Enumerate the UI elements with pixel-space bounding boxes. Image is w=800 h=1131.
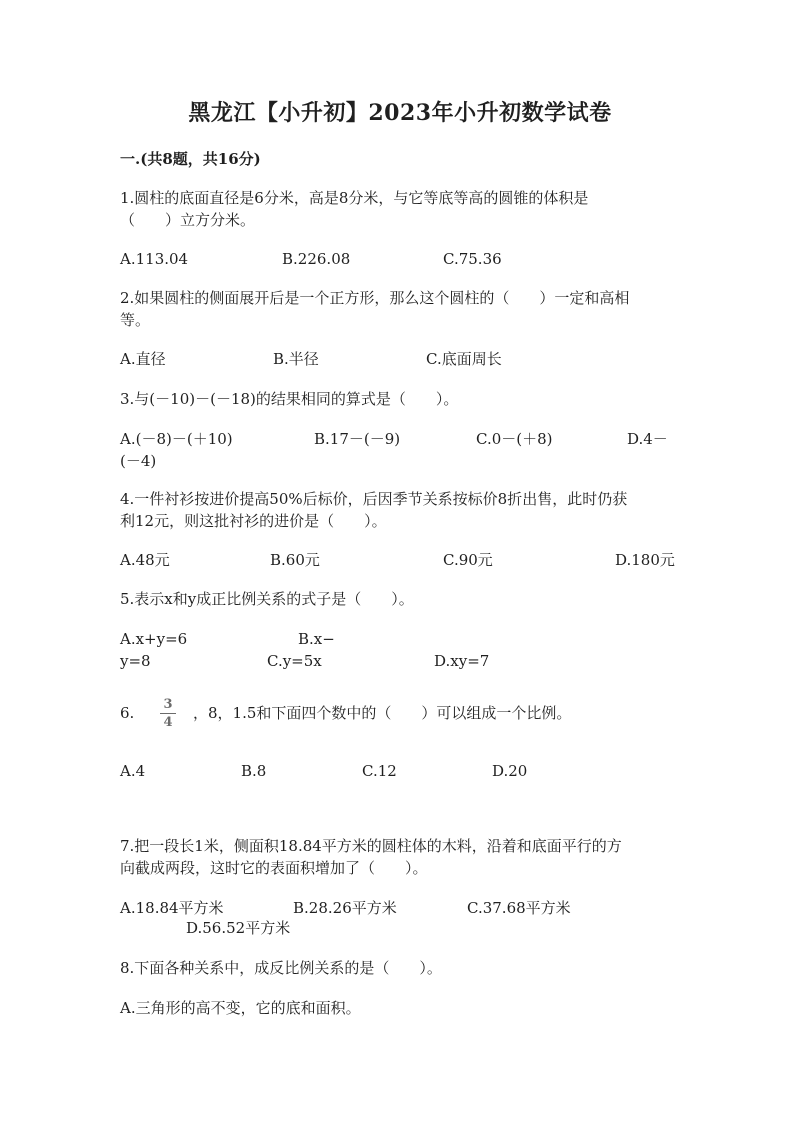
question-5-option-c: C.y=5x bbox=[267, 652, 322, 670]
question-6-option-c: C.12 bbox=[362, 762, 397, 780]
question-7-option-d: D.56.52平方米 bbox=[186, 919, 291, 937]
question-3-option-b: B.17－(－9) bbox=[314, 430, 401, 448]
fraction-bar bbox=[160, 713, 176, 714]
question-7-line-2: 向截成两段，这时它的表面积增加了（ ）。 bbox=[120, 859, 428, 877]
section-heading: 一.(共8题，共16分) bbox=[120, 150, 261, 168]
question-3-option-d: D.4－ bbox=[627, 430, 668, 448]
question-4-line-2: 利12元，则这批衬衫的进价是（ ）。 bbox=[120, 512, 387, 530]
question-1-option-a: A.113.04 bbox=[120, 250, 189, 268]
question-7-option-a: A.18.84平方米 bbox=[120, 899, 224, 917]
question-1-option-b: B.226.08 bbox=[282, 250, 351, 268]
question-8-line-1: 8.下面各种关系中，成反比例关系的是（ ）。 bbox=[120, 959, 442, 977]
question-6-option-d: D.20 bbox=[492, 762, 528, 780]
question-2-option-c: C.底面周长 bbox=[426, 350, 502, 368]
question-6-option-a: A.4 bbox=[120, 762, 146, 780]
question-7-line-1: 7.把一段长1米，侧面积18.84平方米的圆柱体的木料，沿着和底面平行的方 bbox=[120, 837, 622, 855]
question-5-option-b: B.x− bbox=[298, 630, 335, 648]
question-3-option-a: A.(－8)－(＋10) bbox=[120, 430, 233, 448]
question-6-number: 6. bbox=[120, 704, 135, 722]
question-6-option-b: B.8 bbox=[241, 762, 267, 780]
question-1-line-1: 1.圆柱的底面直径是6分米，高是8分米，与它等底等高的圆锥的体积是 bbox=[120, 189, 589, 207]
question-2-line-1: 2.如果圆柱的侧面展开后是一个正方形，那么这个圆柱的（ ）一定和高相 bbox=[120, 289, 630, 307]
question-4-line-1: 4.一件衬衫按进价提高50%后标价，后因季节关系按标价8折出售，此时仍获 bbox=[120, 490, 628, 508]
question-5-option-b-continued: y=8 bbox=[120, 652, 151, 670]
question-4-option-b: B.60元 bbox=[270, 551, 320, 569]
question-2-option-b: B.半径 bbox=[273, 350, 319, 368]
question-5-option-d: D.xy=7 bbox=[434, 652, 490, 670]
fraction-numerator: 3 bbox=[163, 697, 173, 712]
question-5-line-1: 5.表示x和y成正比例关系的式子是（ ）。 bbox=[120, 590, 414, 608]
question-1-line-2: （ ）立方分米。 bbox=[120, 211, 256, 229]
question-7-option-b: B.28.26平方米 bbox=[293, 899, 397, 917]
page-title: 黑龙江【小升初】2023年小升初数学试卷 bbox=[188, 100, 612, 126]
question-4-option-c: C.90元 bbox=[443, 551, 493, 569]
question-2-option-a: A.直径 bbox=[120, 350, 166, 368]
question-4-option-d: D.180元 bbox=[615, 551, 675, 569]
question-3-line-1: 3.与(－10)－(－18)的结果相同的算式是（ ）。 bbox=[120, 390, 459, 408]
fraction-three-quarters bbox=[160, 697, 176, 730]
question-7-option-c: C.37.68平方米 bbox=[467, 899, 571, 917]
question-8-option-a: A.三角形的高不变，它的底和面积。 bbox=[120, 999, 361, 1017]
question-3-option-c: C.0－(＋8) bbox=[476, 430, 553, 448]
question-3-option-d-continued: (－4) bbox=[120, 452, 157, 470]
question-5-option-a: A.x+y=6 bbox=[120, 630, 188, 648]
question-1-option-c: C.75.36 bbox=[443, 250, 502, 268]
fraction-denominator: 4 bbox=[163, 715, 173, 730]
question-6-text: ，8，1.5和下面四个数中的（ ）可以组成一个比例。 bbox=[193, 704, 572, 722]
question-4-option-a: A.48元 bbox=[120, 551, 170, 569]
question-2-line-2: 等。 bbox=[120, 311, 151, 329]
